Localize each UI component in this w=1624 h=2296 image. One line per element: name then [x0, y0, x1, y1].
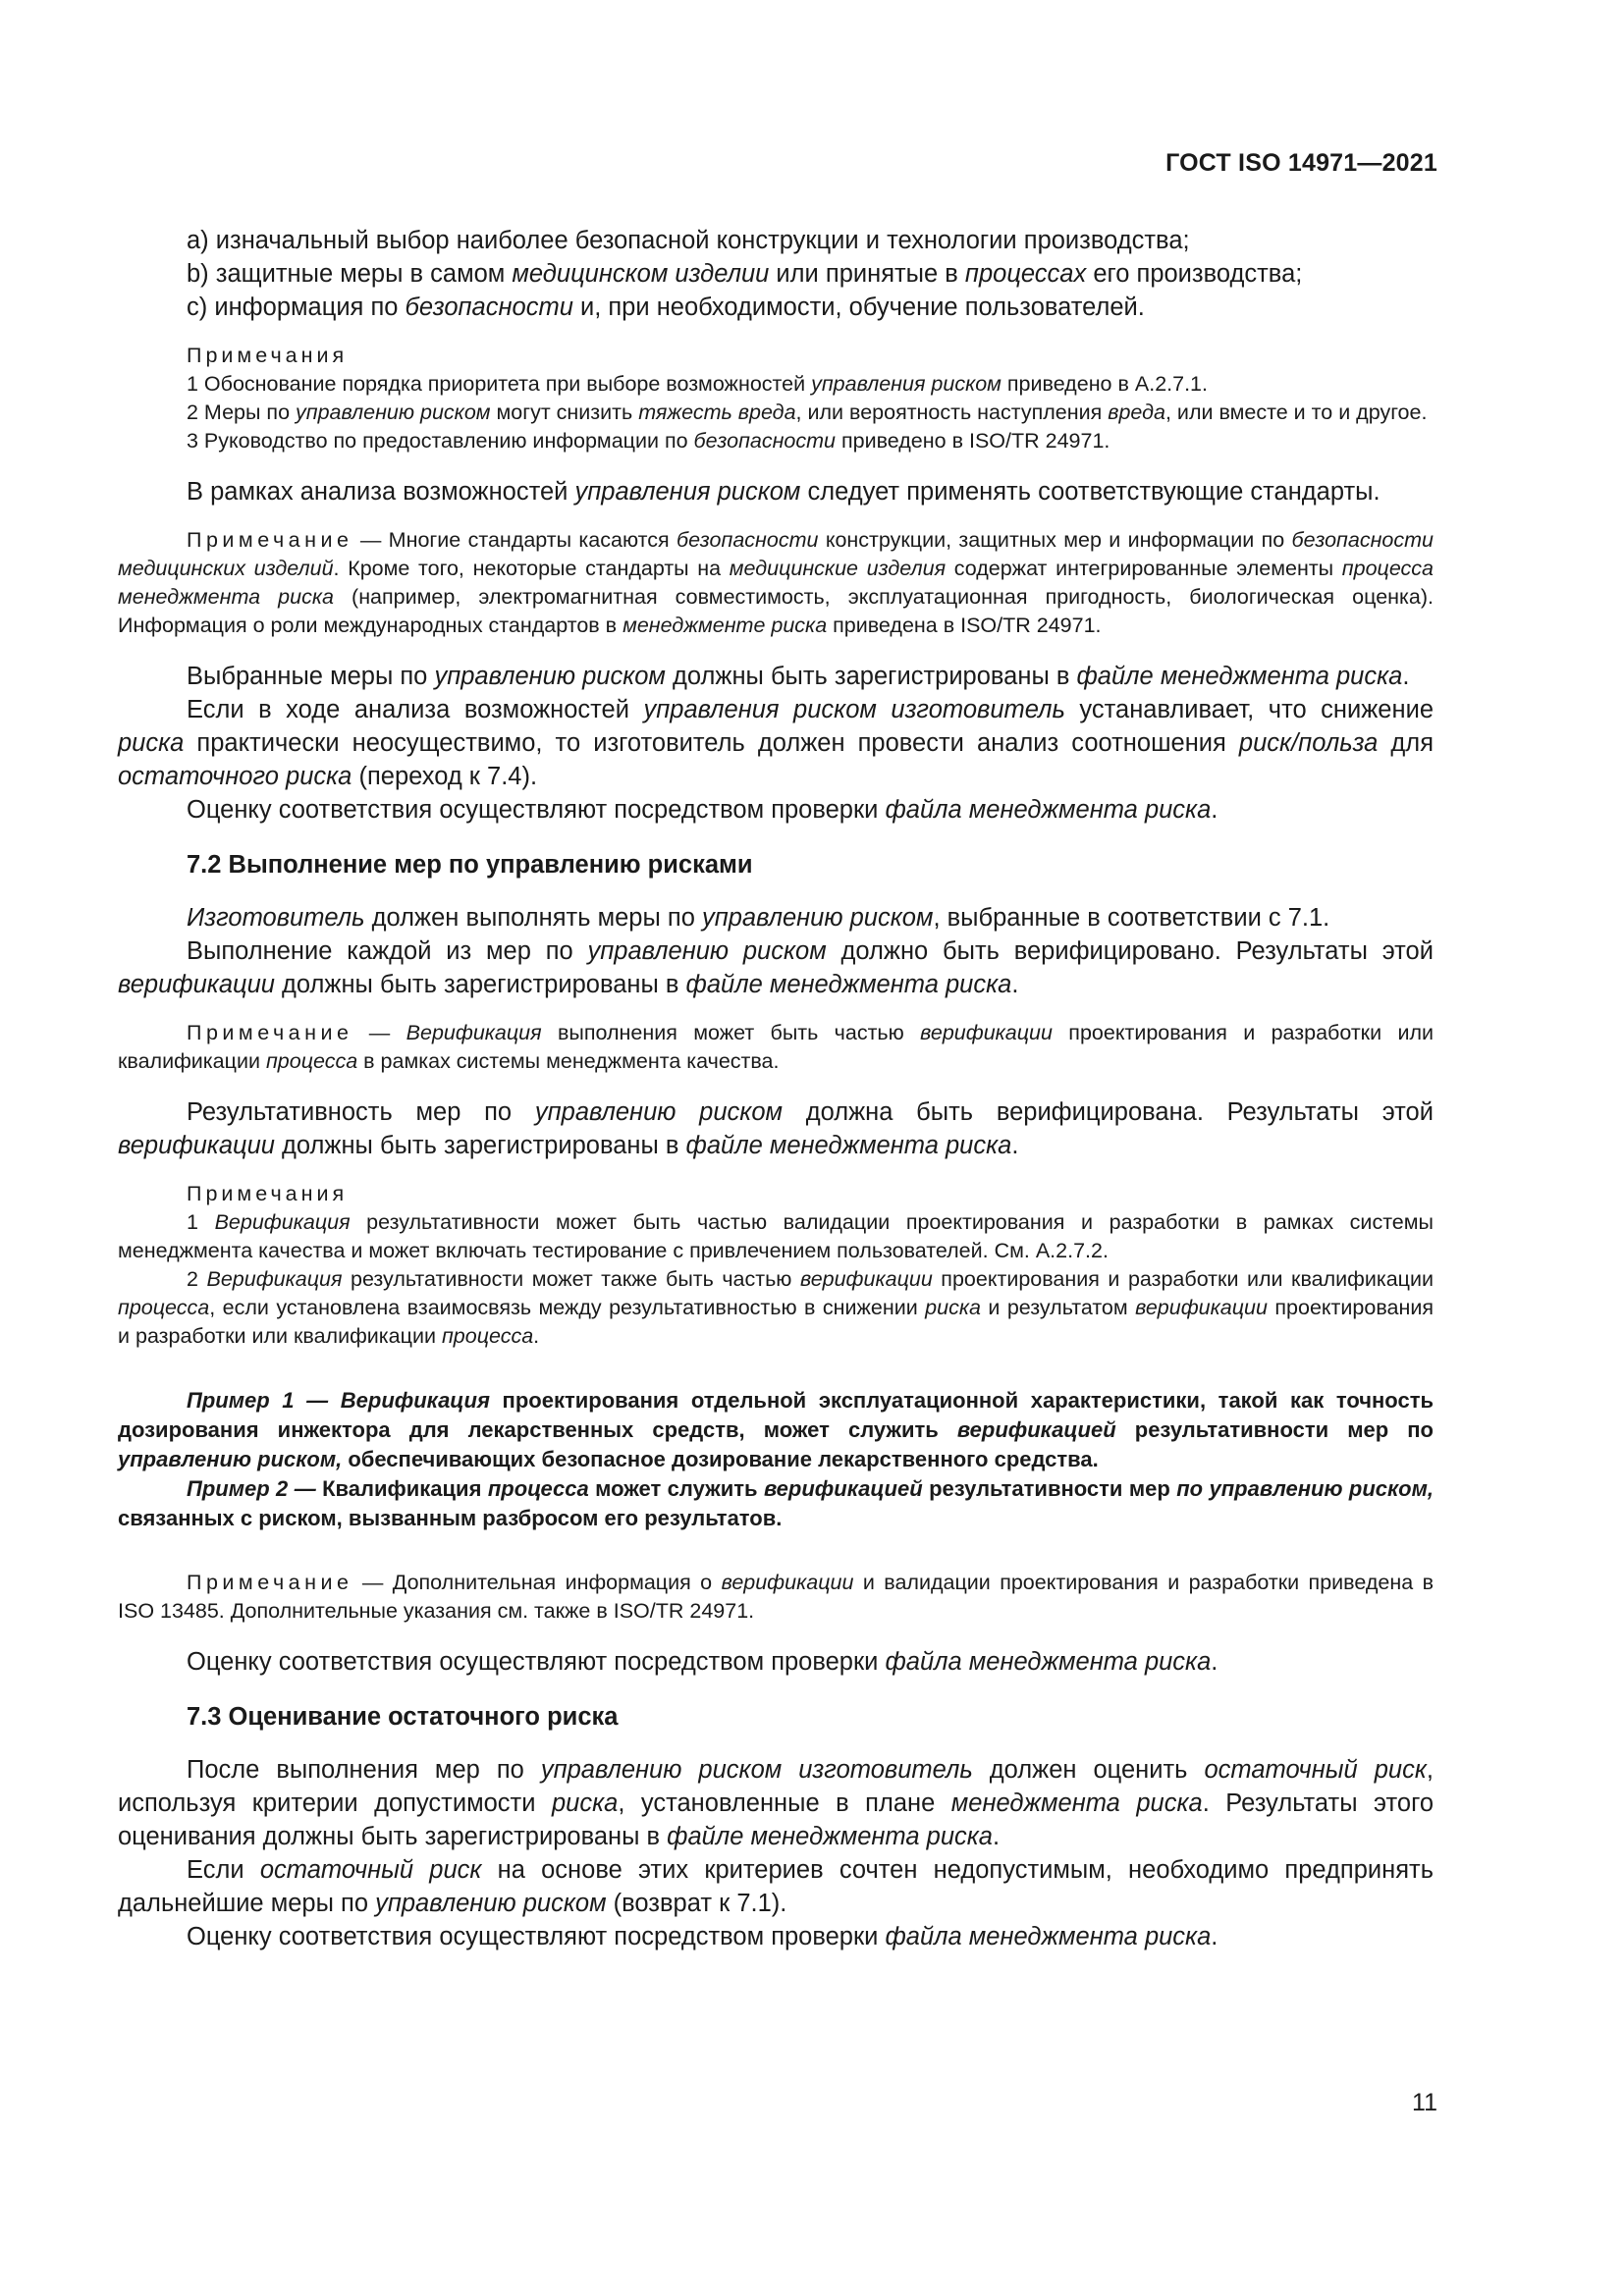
- example-paragraph: Пример 2 — Квалификация процесса может служить верификацией результативности мер по управлению риском, связанных с риском, вызванным разбросом его результатов.: [118, 1476, 1435, 1530]
- note-paragraph: Примечание — Верификация выполнения может быть частью верификации проектирования и разработки или квалификации процесса в рамках системы менеджмента качества.: [118, 1021, 1435, 1073]
- note-item: 1 Верификация результативности может быть частью валидации проектирования и разработки в рамках системы менеджмента качества и может включать тестирование с привлечением пользователей. См. A.2.7.2.: [118, 1210, 1434, 1262]
- body-paragraph: Оценку соответствия осуществляют посредством проверки файла менеджмента риска.: [187, 796, 1218, 824]
- note-item: 2 Верификация результативности может также быть частью верификации проектирования и разработки или квалификации процесса, если установлена взаимосвязь между результативностью в снижении риска и результатом верификации проектирования и разработки или квалификации процесса.: [118, 1267, 1435, 1348]
- body-paragraph: Выполнение каждой из мер по управлению риском должно быть верифицировано. Результаты этой верификации должны быть зарегистрированы в файле менеджмента риска.: [118, 937, 1434, 998]
- note-item: 1 Обоснование порядка приоритета при выборе возможностей управления риском приведено в A.2.7.1.: [187, 372, 1208, 396]
- section-heading-7-2: 7.2 Выполнение мер по управлению рисками: [187, 851, 753, 879]
- list-item-c: c) информация по безопасности и, при необходимости, обучение пользователей.: [187, 294, 1145, 321]
- body-paragraph: Если остаточный риск на основе этих критериев сочтен недопустимым, необходимо предпринять дальнейшие меры по управлению риском (возврат к 7.1).: [118, 1856, 1434, 1917]
- notes-heading: Примечания: [187, 344, 349, 367]
- body-paragraph: Выбранные меры по управлению риском должны быть зарегистрированы в файле менеджмента риска.: [187, 663, 1410, 690]
- body-paragraph: Оценку соответствия осуществляют посредством проверки файла менеджмента риска.: [187, 1923, 1218, 1950]
- note-item: 3 Руководство по предоставлению информации по безопасности приведено в ISO/TR 24971.: [187, 429, 1110, 453]
- body-paragraph: Если в ходе анализа возможностей управления риском изготовитель устанавливает, что снижение риска практически неосуществимо, то изготовитель должен провести анализ соотношения риск/польза для остаточного риска (переход к 7.4).: [118, 696, 1434, 790]
- note-item: 2 Меры по управлению риском могут снизить тяжесть вреда, или вероятность наступления вреда, или вместе и то и другое.: [187, 400, 1428, 424]
- example-paragraph: Пример 1 — Верификация проектирования отдельной эксплуатационной характеристики, такой как точность дозирования инжектора для лекарственных средств, может служить верификацией результативности мер по управлению риском, обеспечивающих безопасное дозирование лекарственного средства.: [118, 1388, 1434, 1471]
- body-paragraph: В рамках анализа возможностей управления риском следует применять соответствующие стандарты.: [187, 478, 1380, 506]
- page-number: 11: [1412, 2089, 1437, 2116]
- body-paragraph: После выполнения мер по управлению риском изготовитель должен оценить остаточный риск, используя критерии допустимости риска, установленные в плане менеджмента риска. Результаты этого оценивания должны быть зарегистрированы в файле менеджмента риска.: [118, 1756, 1434, 1850]
- section-heading-7-3: 7.3 Оценивание остаточного риска: [187, 1703, 619, 1731]
- body-paragraph: Результативность мер по управлению риском должна быть верифицирована. Результаты этой верификации должны быть зарегистрированы в файле менеджмента риска.: [118, 1098, 1434, 1159]
- standard-header: ГОСТ ISO 14971—2021: [1165, 149, 1437, 177]
- list-item-a: a) изначальный выбор наиболее безопасной конструкции и технологии производства;: [187, 227, 1190, 254]
- notes-heading: Примечания: [187, 1182, 349, 1205]
- page-content: [118, 224, 1434, 1953]
- body-paragraph: Оценку соответствия осуществляют посредством проверки файла менеджмента риска.: [187, 1648, 1218, 1676]
- note-paragraph: Примечание — Многие стандарты касаются безопасности конструкции, защитных мер и информации по безопасности медицинских изделий. Кроме того, некоторые стандарты на медицинские изделия содержат интегрированные элементы процесса менеджмента риска (например, электромагнитная совместимость, эксплуатационная пригодность, биологическая оценка). Информация о роли международных стандартов в менеджменте риска приведена в ISO/TR 24971.: [118, 528, 1435, 637]
- body-paragraph: Изготовитель должен выполнять меры по управлению риском, выбранные в соответствии с 7.1.: [187, 904, 1330, 932]
- note-paragraph: Примечание — Дополнительная информация о верификации и валидации проектирования и разработки приведена в ISO 13485. Дополнительные указания см. также в ISO/TR 24971.: [118, 1571, 1434, 1623]
- list-item-b: b) защитные меры в самом медицинском изделии или принятые в процессах его производства;: [187, 260, 1303, 288]
